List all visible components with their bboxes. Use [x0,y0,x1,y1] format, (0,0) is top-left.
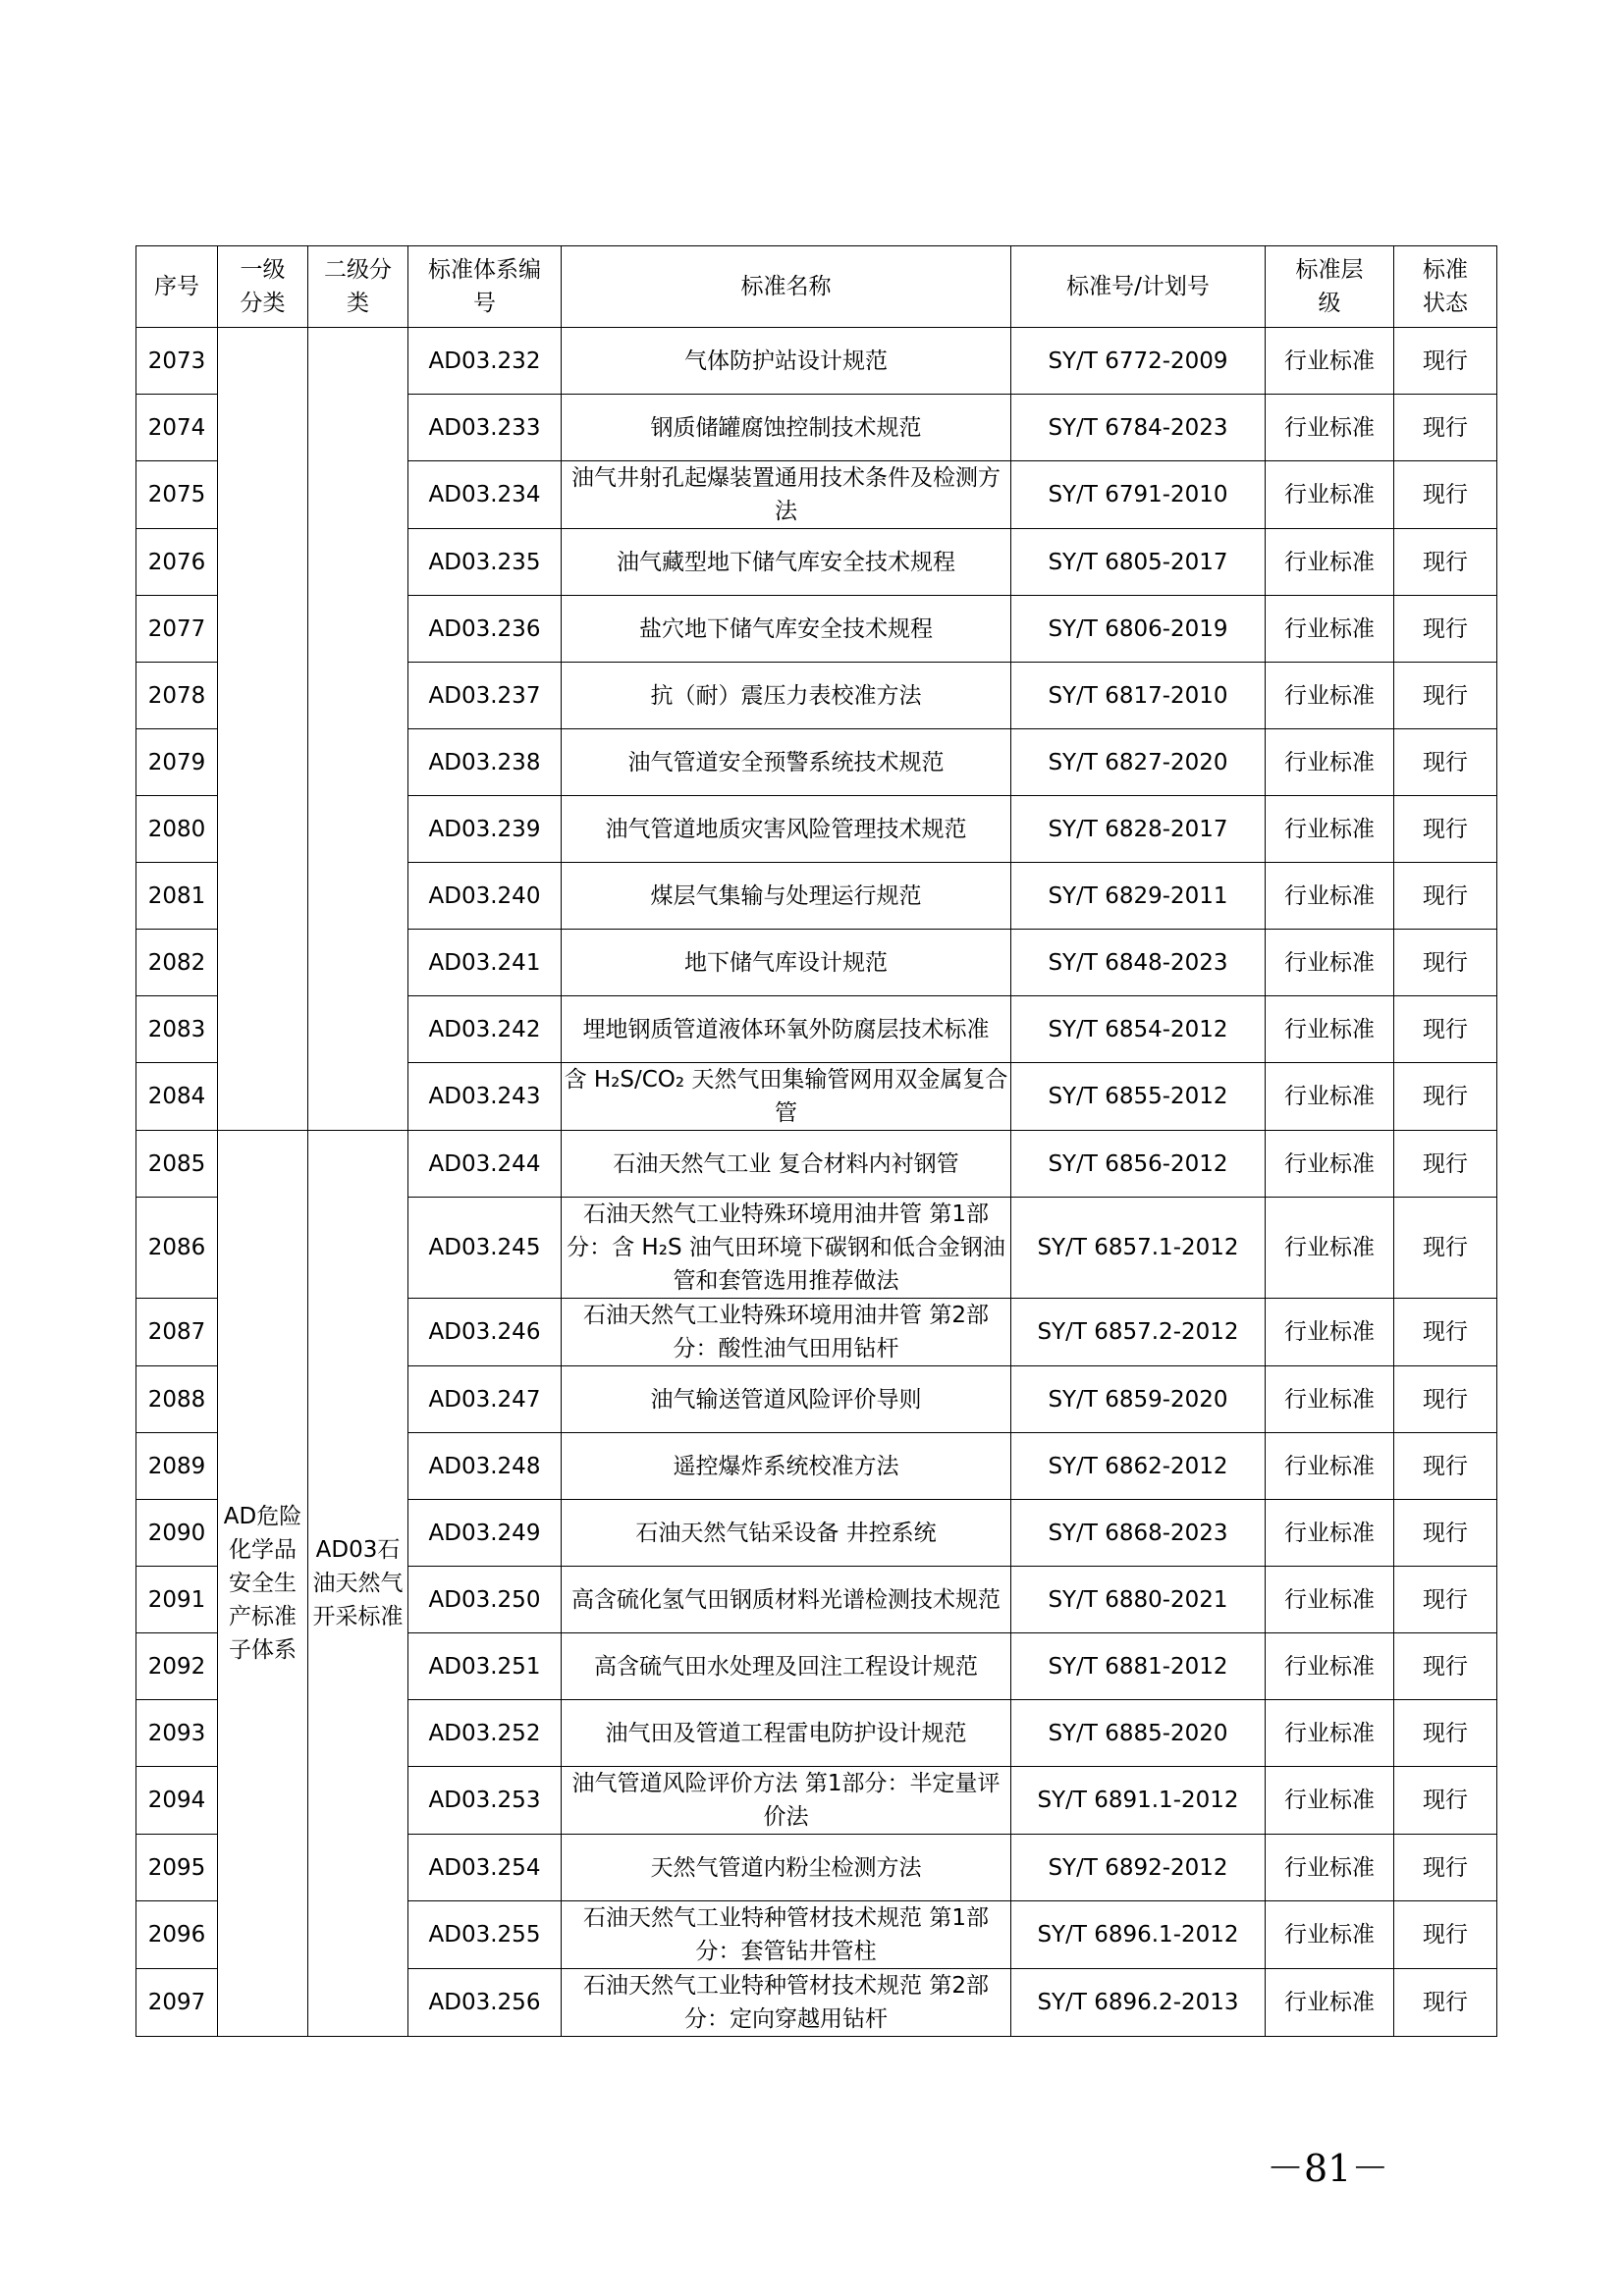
row-system-code: AD03.253 [408,1767,562,1835]
row-standard-number: SY/T 6772-2009 [1011,328,1266,395]
row-standard-level: 行业标准 [1266,729,1394,796]
row-standard-level: 行业标准 [1266,1198,1394,1299]
row-standard-level: 行业标准 [1266,996,1394,1063]
row-seq: 2094 [136,1767,218,1835]
row-standard-level: 行业标准 [1266,461,1394,529]
row-standard-name: 石油天然气钻采设备 井控系统 [562,1500,1011,1567]
row-standard-number: SY/T 6856-2012 [1011,1131,1266,1198]
row-seq: 2078 [136,663,218,729]
row-standard-number: SY/T 6805-2017 [1011,529,1266,596]
row-standard-level: 行业标准 [1266,596,1394,663]
standards-table [135,245,1497,2037]
row-standard-level: 行业标准 [1266,1969,1394,2037]
row-standard-name: 钢质储罐腐蚀控制技术规范 [562,395,1011,461]
row-standard-number: SY/T 6806-2019 [1011,596,1266,663]
row-standard-number: SY/T 6784-2023 [1011,395,1266,461]
row-seq: 2077 [136,596,218,663]
row-seq: 2083 [136,996,218,1063]
page-number: －81－ [1267,2147,1389,2190]
row-standard-name: 含 H₂S/CO₂ 天然气田集输管网用双金属复合管 [562,1063,1011,1131]
row-seq: 2082 [136,930,218,996]
row-standard-number: SY/T 6892-2012 [1011,1835,1266,1901]
row-standard-level: 行业标准 [1266,1433,1394,1500]
row-seq: 2092 [136,1633,218,1700]
row-standard-level: 行业标准 [1266,930,1394,996]
row-system-code: AD03.237 [408,663,562,729]
header-level2-category: 二级分类 [308,246,408,328]
row-standard-name: 高含硫化氢气田钢质材料光谱检测技术规范 [562,1567,1011,1633]
row-standard-status: 现行 [1394,1366,1497,1433]
row-seq: 2080 [136,796,218,863]
row-standard-status: 现行 [1394,395,1497,461]
row-standard-level: 行业标准 [1266,1700,1394,1767]
header-level1-category: 一级分类 [218,246,308,328]
row-system-code: AD03.255 [408,1901,562,1969]
row-standard-name: 石油天然气工业特种管材技术规范 第2部分：定向穿越用钻杆 [562,1969,1011,2037]
row-system-code: AD03.243 [408,1063,562,1131]
row-standard-number: SY/T 6857.1-2012 [1011,1198,1266,1299]
row-standard-name: 石油天然气工业特殊环境用油井管 第1部分：含 H₂S 油气田环境下碳钢和低合金钢油管和套管选用推荐做法 [562,1198,1011,1299]
header-standard-name: 标准名称 [562,246,1011,328]
row-system-code: AD03.248 [408,1433,562,1500]
row-standard-number: SY/T 6817-2010 [1011,663,1266,729]
row-seq: 2096 [136,1901,218,1969]
row-system-code: AD03.250 [408,1567,562,1633]
row-standard-number: SY/T 6855-2012 [1011,1063,1266,1131]
row-standard-level: 行业标准 [1266,1767,1394,1835]
row-standard-name: 气体防护站设计规范 [562,328,1011,395]
row-standard-number: SY/T 6868-2023 [1011,1500,1266,1567]
row-system-code: AD03.247 [408,1366,562,1433]
row-standard-status: 现行 [1394,461,1497,529]
row-standard-status: 现行 [1394,596,1497,663]
row-seq: 2081 [136,863,218,930]
row-standard-number: SY/T 6881-2012 [1011,1633,1266,1700]
row-seq: 2089 [136,1433,218,1500]
row-standard-level: 行业标准 [1266,1063,1394,1131]
row-standard-name: 石油天然气工业 复合材料内衬钢管 [562,1131,1011,1198]
row-standard-name: 油气井射孔起爆装置通用技术条件及检测方法 [562,461,1011,529]
row-standard-number: SY/T 6791-2010 [1011,461,1266,529]
row-standard-level: 行业标准 [1266,529,1394,596]
row-standard-level: 行业标准 [1266,1500,1394,1567]
row-system-code: AD03.254 [408,1835,562,1901]
row-seq: 2087 [136,1299,218,1366]
row-standard-status: 现行 [1394,1835,1497,1901]
header-seq: 序号 [136,246,218,328]
row-standard-status: 现行 [1394,1767,1497,1835]
row-standard-name: 油气输送管道风险评价导则 [562,1366,1011,1433]
row-standard-status: 现行 [1394,1969,1497,2037]
header-standard-number: 标准号/计划号 [1011,246,1266,328]
blank-level1-cell [218,328,308,1131]
row-standard-status: 现行 [1394,529,1497,596]
table-header-row [136,246,1497,328]
row-system-code: AD03.236 [408,596,562,663]
row-seq: 2091 [136,1567,218,1633]
row-system-code: AD03.251 [408,1633,562,1700]
row-standard-status: 现行 [1394,1901,1497,1969]
table-row [136,328,1497,395]
table-row [136,1131,1497,1198]
row-seq: 2076 [136,529,218,596]
row-seq: 2088 [136,1366,218,1433]
row-system-code: AD03.242 [408,996,562,1063]
row-standard-status: 现行 [1394,1500,1497,1567]
row-standard-name: 煤层气集输与处理运行规范 [562,863,1011,930]
row-seq: 2097 [136,1969,218,2037]
row-standard-name: 油气管道风险评价方法 第1部分：半定量评价法 [562,1767,1011,1835]
row-system-code: AD03.249 [408,1500,562,1567]
row-standard-name: 高含硫气田水处理及回注工程设计规范 [562,1633,1011,1700]
row-standard-level: 行业标准 [1266,395,1394,461]
row-system-code: AD03.244 [408,1131,562,1198]
row-standard-name: 盐穴地下储气库安全技术规程 [562,596,1011,663]
row-standard-status: 现行 [1394,1063,1497,1131]
row-standard-number: SY/T 6891.1-2012 [1011,1767,1266,1835]
row-standard-status: 现行 [1394,729,1497,796]
row-seq: 2084 [136,1063,218,1131]
row-system-code: AD03.256 [408,1969,562,2037]
row-system-code: AD03.240 [408,863,562,930]
row-system-code: AD03.245 [408,1198,562,1299]
row-standard-level: 行业标准 [1266,1299,1394,1366]
row-standard-status: 现行 [1394,1700,1497,1767]
row-seq: 2079 [136,729,218,796]
row-standard-status: 现行 [1394,1299,1497,1366]
row-standard-level: 行业标准 [1266,1567,1394,1633]
row-standard-status: 现行 [1394,1198,1497,1299]
row-seq: 2074 [136,395,218,461]
row-system-code: AD03.241 [408,930,562,996]
row-standard-number: SY/T 6859-2020 [1011,1366,1266,1433]
row-seq: 2085 [136,1131,218,1198]
row-standard-number: SY/T 6828-2017 [1011,796,1266,863]
row-standard-number: SY/T 6896.2-2013 [1011,1969,1266,2037]
row-standard-status: 现行 [1394,663,1497,729]
row-system-code: AD03.232 [408,328,562,395]
blank-level2-cell [308,328,408,1131]
row-standard-name: 埋地钢质管道液体环氧外防腐层技术标准 [562,996,1011,1063]
header-standard-status: 标准状态 [1394,246,1497,328]
row-standard-level: 行业标准 [1266,1131,1394,1198]
row-standard-status: 现行 [1394,796,1497,863]
row-standard-level: 行业标准 [1266,1901,1394,1969]
row-standard-status: 现行 [1394,328,1497,395]
row-seq: 2090 [136,1500,218,1567]
row-seq: 2093 [136,1700,218,1767]
row-standard-name: 石油天然气工业特殊环境用油井管 第2部分：酸性油气田用钻杆 [562,1299,1011,1366]
row-seq: 2075 [136,461,218,529]
row-standard-number: SY/T 6862-2012 [1011,1433,1266,1500]
row-standard-status: 现行 [1394,1567,1497,1633]
level2-category-cell: AD03石油天然气开采标准 [308,1131,408,2037]
row-standard-level: 行业标准 [1266,1835,1394,1901]
row-standard-name: 石油天然气工业特种管材技术规范 第1部分：套管钻井管柱 [562,1901,1011,1969]
row-standard-level: 行业标准 [1266,796,1394,863]
level1-category-cell: AD危险化学品安全生产标准子体系 [218,1131,308,2037]
row-standard-status: 现行 [1394,996,1497,1063]
row-seq: 2073 [136,328,218,395]
row-seq: 2095 [136,1835,218,1901]
row-standard-name: 抗（耐）震压力表校准方法 [562,663,1011,729]
row-standard-status: 现行 [1394,1633,1497,1700]
row-standard-level: 行业标准 [1266,1366,1394,1433]
row-standard-status: 现行 [1394,930,1497,996]
row-standard-status: 现行 [1394,863,1497,930]
row-standard-name: 油气藏型地下储气库安全技术规程 [562,529,1011,596]
row-standard-number: SY/T 6848-2023 [1011,930,1266,996]
row-standard-number: SY/T 6896.1-2012 [1011,1901,1266,1969]
row-system-code: AD03.238 [408,729,562,796]
row-system-code: AD03.235 [408,529,562,596]
row-standard-number: SY/T 6880-2021 [1011,1567,1266,1633]
row-standard-number: SY/T 6885-2020 [1011,1700,1266,1767]
table-body [136,328,1497,2037]
row-system-code: AD03.252 [408,1700,562,1767]
row-standard-level: 行业标准 [1266,863,1394,930]
row-system-code: AD03.233 [408,395,562,461]
row-standard-name: 油气管道安全预警系统技术规范 [562,729,1011,796]
row-standard-number: SY/T 6827-2020 [1011,729,1266,796]
row-standard-number: SY/T 6857.2-2012 [1011,1299,1266,1366]
row-standard-level: 行业标准 [1266,328,1394,395]
row-system-code: AD03.234 [408,461,562,529]
row-standard-name: 天然气管道内粉尘检测方法 [562,1835,1011,1901]
row-seq: 2086 [136,1198,218,1299]
row-system-code: AD03.246 [408,1299,562,1366]
header-standard-level: 标准层级 [1266,246,1394,328]
row-standard-status: 现行 [1394,1433,1497,1500]
row-standard-name: 油气管道地质灾害风险管理技术规范 [562,796,1011,863]
row-standard-name: 油气田及管道工程雷电防护设计规范 [562,1700,1011,1767]
header-system-code: 标准体系编号 [408,246,562,328]
row-system-code: AD03.239 [408,796,562,863]
row-standard-status: 现行 [1394,1131,1497,1198]
row-standard-number: SY/T 6829-2011 [1011,863,1266,930]
row-standard-level: 行业标准 [1266,663,1394,729]
row-standard-number: SY/T 6854-2012 [1011,996,1266,1063]
row-standard-name: 地下储气库设计规范 [562,930,1011,996]
row-standard-name: 遥控爆炸系统校准方法 [562,1433,1011,1500]
row-standard-level: 行业标准 [1266,1633,1394,1700]
